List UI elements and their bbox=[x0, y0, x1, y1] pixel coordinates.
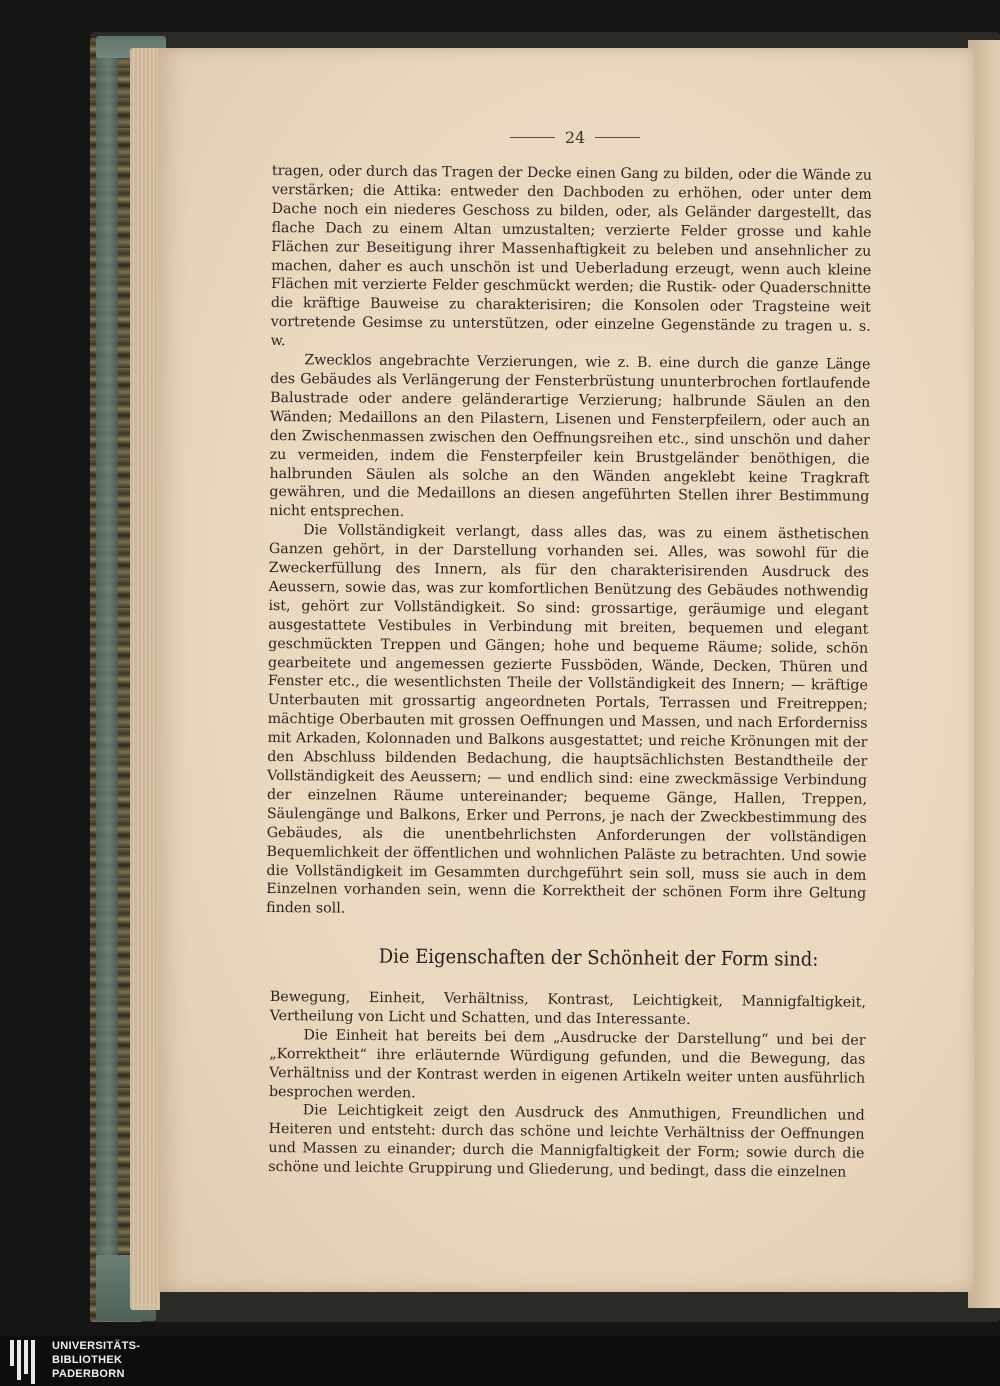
paragraph: Zwecklos angebrachte Verzierungen, wie z. B. eine durch die ganze Länge des Gebäudes als Verlängerung der Fensterbrüstung ununterbrochen fortlaufende Balustrade oder andere geländerartige Verzierung; halbrunde Säulen an den Wänden; Medaillons an den Pilastern, Lisenen und Fensterpfeilern, oder auch an den Zwischenmassen zwischen den Oeffnungsreihen etc., sind unschön und daher zu vermeiden, indem die Fensterpfeiler kein Brustgeländer benöthigen, die halbrunden Säulen als solche an den Wänden angeklebt keine Tragkraft gewähren, und die Medaillons an diesen angeführten Stellen ihrer Bestimmung nicht entsprechen. bbox=[269, 352, 871, 521]
paragraph: Die Vollständigkeit verlangt, dass alles das, was zu einem ästhetischen Ganzen gehört, in der Darstellung vorhanden sei. Alles, was sowohl für die Zweckerfüllung des Innern, als für den charakterisirenden Ausdruck des Aeussern, sowie das, was zur komfortlichen Benützung des Gebäudes nothwendig ist, gehört zur Vollständigkeit. So sind: grossartige, geräumige und elegant ausgestattete Vestibules in Verbindung mit breiten, bequemen und elegant geschmückten Treppen und Gängen; hohe und bequeme Räume; solide, schön gearbeitete und angemessen gezierte Fussböden, Wände, Decken, Thüren und Fenster etc., die wesentlichsten Theile der Vollständigkeit des Innern; — kräftige Unterbauten mit grossartig angeordneten Portals, Terrassen und Freitreppen; mächtige Oberbauten mit grossen Oeffnungen und Massen, und nach Erforderniss mit Arkaden, Kolonnaden und Balkons ausgestattet; und reiche Krönungen mit der den Abschluss bildenden Bedachung, die hauptsächlichsten Bestandtheile der Vollständigkeit des Aeussern; — und endlich sind: eine zweckmässige Verbindung der einzelnen Räume untereinander; bequeme Gänge, Hallen, Treppen, Säulengänge und Balkons, Erker und Perrons, je nach der Zweckbestimmung des Gebäudes, als die unentbehrlichsten Anforderungen der vollständigen Bequemlichkeit der öffentlichen und wohnlichen Paläste zu betrachten. Und sowie die Vollständigkeit im Gesammten durchgeführt sein soll, muss sie auch in dem Einzelnen vorhanden sein, wenn die Korrektheit der schönen Form ihre Geltung finden soll. bbox=[266, 522, 870, 917]
paragraph: Die Leichtigkeit zeigt den Ausdruck des Anmuthigen, Freundlichen und Heiteren und entsteht: durch das schöne und leichte Verhältniss der Oeffnungen und Massen zu einander; durch die Mannigfaltigkeit der Form; sowie durch die schöne und leichte Gruppirung und Gliederung, und bedingt, dass die einzelnen bbox=[268, 1102, 865, 1181]
page-number-text: 24 bbox=[564, 128, 586, 147]
paragraph: Die Einheit hat bereits bei dem „Ausdrucke der Darstellung“ und bei der „Korrektheit“ ihre erläuternde Würdigung gefunden, und die Bewegung, das Verhältniss und der Kontrast werden in eigenen Artikeln weiter unten ausführlich besprochen werden. bbox=[268, 1027, 866, 1101]
logo-line: BIBLIOTHEK bbox=[52, 1354, 123, 1366]
page-edges bbox=[130, 48, 160, 1310]
logo-line: PADERBORN bbox=[52, 1368, 125, 1380]
section-heading: Die Eigenschaften der Schönheit der Form sind: bbox=[378, 944, 819, 971]
text-block-bottom bbox=[268, 988, 866, 1183]
library-bars-icon bbox=[10, 1340, 44, 1384]
page-number-rule-left bbox=[510, 137, 555, 138]
page-number-rule-right bbox=[595, 137, 640, 138]
spine-cloth bbox=[96, 40, 118, 1322]
logo-line: UNIVERSITÄTS- bbox=[52, 1340, 141, 1352]
library-logo[interactable] bbox=[52, 1339, 140, 1381]
page-number bbox=[500, 128, 650, 147]
text-block-top bbox=[266, 162, 872, 923]
paragraph: tragen, oder durch das Tragen der Decke einen Gang zu bilden, oder die Wände zu verstärken; die Attika: entweder den Dachboden zu erhöhen, oder unter dem Dache noch ein niederes Geschoss zu bilden, oder, als Geländer dargestellt, das flache Dach zu einem Altan umzustalten; verzierte Felder grosse und kahle Flächen zur Beseitigung ihrer Massenhaftigkeit zu beleben und ansehnlicher zu machen, daher es auch unschön ist und Ueberladung erzeugt, wenn auch kleine Flächen mit verzierte Felder geschmückt werden; die Rustik- oder Quaderschnitte die kräftige Bauweise zu charakterisiren; die Konsolen oder Tragsteine weit vortretende Gesimse zu unterstützen, oder einzelne Gegenstände zu tragen u. s. w. bbox=[270, 162, 872, 350]
paragraph: Bewegung, Einheit, Verhältniss, Kontrast, Leichtigkeit, Mannigfaltigkeit, Vertheilung von Licht und Schatten, und das Interessante. bbox=[269, 988, 866, 1028]
footer-bar bbox=[0, 1336, 1000, 1386]
